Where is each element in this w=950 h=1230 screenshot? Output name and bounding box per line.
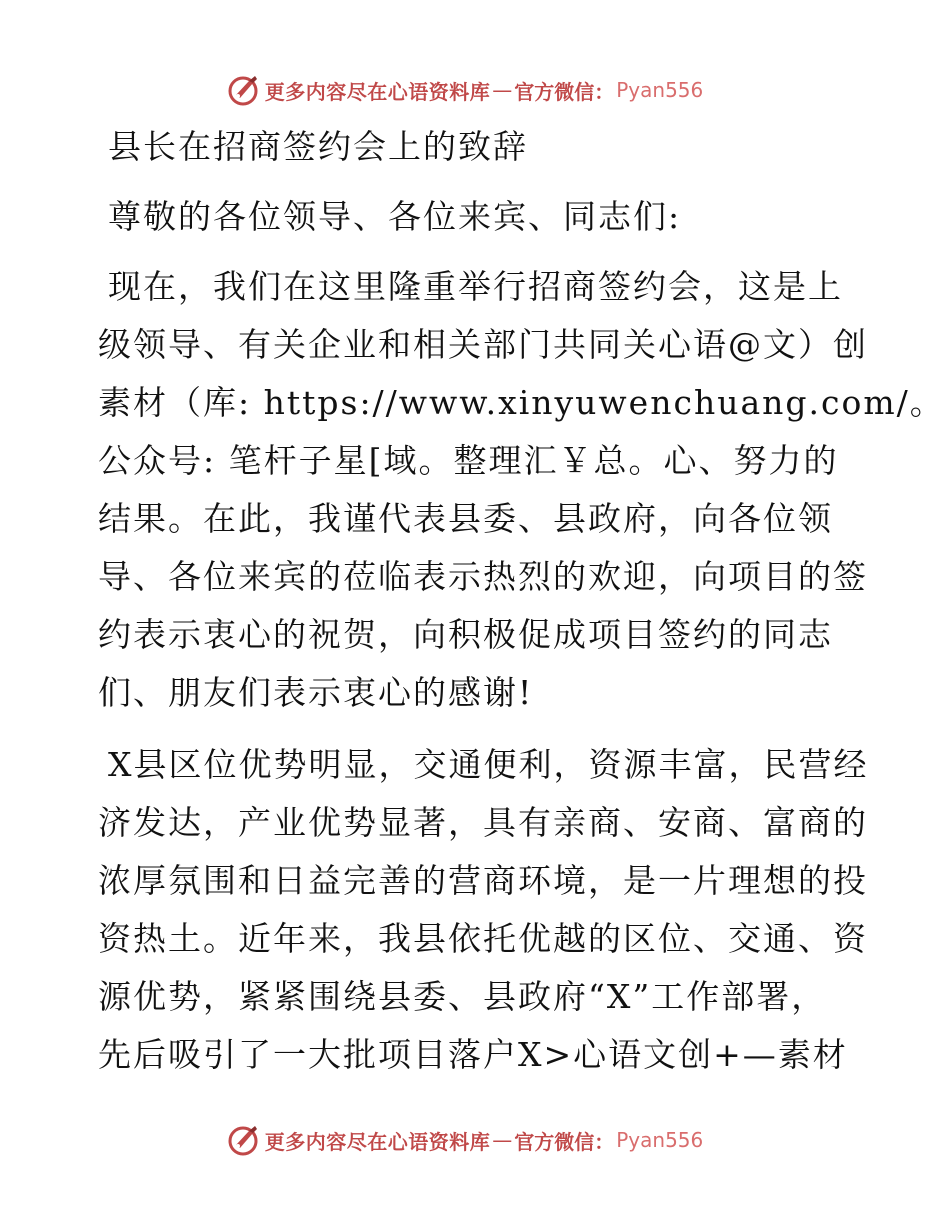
- watermark-wechat-id: Pyan556: [616, 78, 704, 102]
- paragraph-line: 浓厚氛围和日益完善的营商环境，是一片理想的投: [98, 861, 868, 900]
- watermark-official-text: 官方微信：: [514, 1129, 615, 1154]
- header-watermark: [0, 70, 950, 110]
- paragraph-line: 源优势，紧紧围绕县委、县政府“X”工作部署，: [98, 977, 827, 1016]
- paragraph-1: [98, 258, 945, 722]
- pen-logo-icon: [227, 73, 261, 107]
- paragraph-line: 公众号: 笔杆子星[域。整理汇￥总。心、努力的: [98, 441, 839, 480]
- watermark-official-text: 官方微信：: [514, 79, 615, 104]
- watermark-dash: —: [492, 1128, 513, 1152]
- paragraph-2: [98, 736, 869, 1084]
- watermark-dash: —: [492, 78, 513, 102]
- pen-logo-icon: [227, 1123, 261, 1157]
- watermark-wechat-id: Pyan556: [616, 1128, 704, 1152]
- paragraph-line: 结果。在此，我谨代表县委、县政府，向各位领: [98, 499, 833, 538]
- paragraph-line: 们、朋友们表示衷心的感谢!: [98, 673, 534, 712]
- document-title: 县长在招商签约会上的致辞: [108, 127, 528, 166]
- paragraph-line: 济发达，产业优势显著，具有亲商、安商、富商的: [98, 803, 868, 842]
- footer-watermark: [0, 1120, 950, 1160]
- paragraph-line: 现在，我们在这里隆重举行招商签约会，这是上: [108, 267, 843, 306]
- paragraph-line: 级领导、有关企业和相关部门共同关心语@文）创: [98, 325, 868, 364]
- paragraph-line: 导、各位来宾的莅临表示热烈的欢迎，向项目的签: [98, 557, 868, 596]
- watermark-main-text: 更多内容尽在心语资料库: [264, 79, 491, 104]
- document-body: [98, 122, 945, 1084]
- watermark-main-text: 更多内容尽在心语资料库: [264, 1129, 491, 1154]
- paragraph-line: 先后吸引了一大批项目落户X>心语文创+—素材: [98, 1035, 848, 1074]
- paragraph-line: 素材（库: https://www.xinyuwenchuang.com/。: [98, 383, 945, 422]
- paragraph-line: 约表示衷心的祝贺，向积极促成项目签约的同志: [98, 615, 833, 654]
- salutation: 尊敬的各位领导、各位来宾、同志们:: [108, 197, 682, 236]
- paragraph-line: 资热土。近年来，我县依托优越的区位、交通、资: [98, 919, 868, 958]
- paragraph-line: X县区位优势明显，交通便利，资源丰富，民营经: [108, 745, 869, 784]
